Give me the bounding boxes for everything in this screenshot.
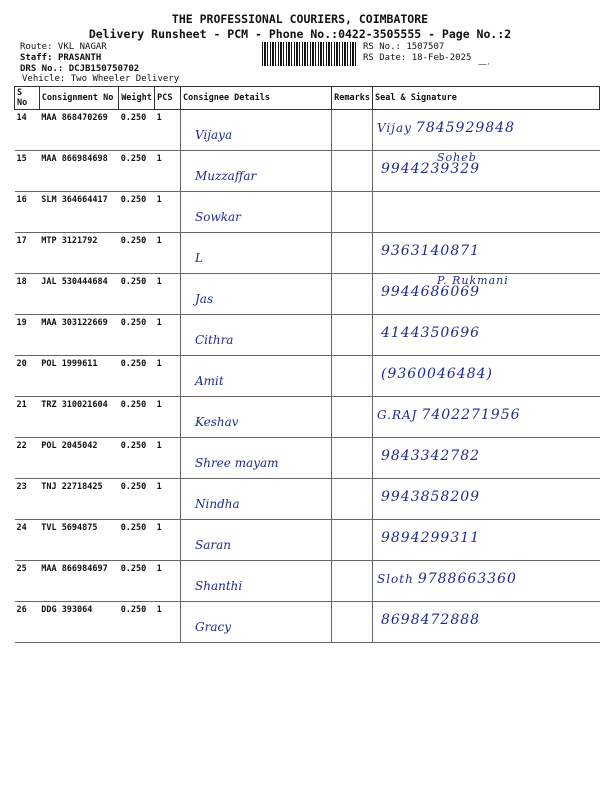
column-header: Consignment No <box>39 87 118 110</box>
signature-phone: 7402271956 <box>421 407 521 423</box>
staff-label: Staff: <box>20 53 53 63</box>
serial-number: 17 <box>15 233 40 274</box>
consignee-handwriting: Amit <box>195 374 224 388</box>
pieces: 1 <box>155 397 181 438</box>
consignment-number: TVL 5694875 <box>39 520 118 561</box>
pieces: 1 <box>155 110 181 151</box>
signature-handwriting <box>377 530 480 546</box>
consignee-cell <box>181 479 332 520</box>
pieces: 1 <box>155 315 181 356</box>
consignee-handwriting: Muzzaffar <box>195 169 257 183</box>
consignee-handwriting: Gracy <box>195 620 231 634</box>
signature-name-top: Soheb <box>436 151 477 164</box>
remarks-cell <box>332 479 373 520</box>
barcode <box>262 42 358 66</box>
consignment-number: MTP 3121792 <box>39 233 118 274</box>
remarks-cell <box>332 233 373 274</box>
signature-phone: 9943858209 <box>380 489 481 505</box>
remarks-cell <box>332 397 373 438</box>
consignment-number: MAA 866984698 <box>39 151 118 192</box>
consignee-handwriting: Shree mayam <box>195 456 279 470</box>
consignee-handwriting: Sowkar <box>195 210 241 224</box>
consignee-cell <box>181 233 332 274</box>
pieces: 1 <box>155 520 181 561</box>
consignee-handwriting: Vijaya <box>195 128 233 142</box>
signature-cell <box>372 602 599 643</box>
signature-cell <box>372 192 599 233</box>
weight: 0.250 <box>119 315 155 356</box>
pieces: 1 <box>155 192 181 233</box>
consignee-handwriting: Cithra <box>195 333 234 347</box>
weight: 0.250 <box>119 233 155 274</box>
serial-number: 14 <box>15 110 40 151</box>
delivery-table <box>14 86 600 643</box>
serial-number: 20 <box>15 356 40 397</box>
signature-cell <box>372 438 599 479</box>
remarks-cell <box>332 151 373 192</box>
remarks-cell <box>332 315 373 356</box>
table-row <box>15 479 600 520</box>
consignee-cell <box>181 315 332 356</box>
consignee-cell <box>181 438 332 479</box>
signature-handwriting <box>377 448 480 464</box>
table-row <box>15 438 600 479</box>
consignment-number: MAA 866984697 <box>39 561 118 602</box>
signature-name: G.RAJ <box>376 408 418 422</box>
signature-handwriting <box>377 151 481 177</box>
pieces: 1 <box>155 479 181 520</box>
serial-number: 15 <box>15 151 40 192</box>
signature-phone: 9944239329 <box>380 161 481 177</box>
remarks-cell <box>332 602 373 643</box>
consignee-handwriting: L <box>195 251 203 265</box>
consignment-number: TNJ 22718425 <box>39 479 118 520</box>
signature-handwriting <box>377 489 480 505</box>
weight: 0.250 <box>119 151 155 192</box>
signature-cell <box>372 520 599 561</box>
consignee-cell <box>181 397 332 438</box>
consignment-number: MAA 303122669 <box>39 315 118 356</box>
pieces: 1 <box>155 151 181 192</box>
signature-cell <box>372 233 599 274</box>
weight: 0.250 <box>119 602 155 643</box>
column-header: PCS <box>155 87 181 110</box>
signature-handwriting <box>377 407 521 423</box>
signature-phone: 9843342782 <box>380 448 481 464</box>
pieces: 1 <box>155 356 181 397</box>
signature-cell <box>372 479 599 520</box>
vehicle-info: Vehicle: Two Wheeler Delivery <box>22 74 180 84</box>
table-row <box>15 397 600 438</box>
remarks-cell <box>332 520 373 561</box>
weight: 0.250 <box>119 356 155 397</box>
signature-phone: 4144350696 <box>380 325 481 341</box>
consignment-number: TRZ 310021604 <box>39 397 118 438</box>
table-row <box>15 602 600 643</box>
pieces: 1 <box>155 274 181 315</box>
rs-date: RS Date: 18-Feb-2025 <box>363 53 472 63</box>
serial-number: 22 <box>15 438 40 479</box>
consignee-handwriting: Nindha <box>195 497 240 511</box>
column-header: Seal & Signature <box>372 87 599 110</box>
column-header: Consignee Details <box>181 87 332 110</box>
table-row <box>15 192 600 233</box>
consignment-number: SLM 364664417 <box>39 192 118 233</box>
serial-number: 19 <box>15 315 40 356</box>
signature-cell <box>372 110 599 151</box>
table-header <box>15 87 600 110</box>
signature-cell <box>372 274 599 315</box>
signature-cell <box>372 397 599 438</box>
signature-cell <box>372 151 599 192</box>
consignment-number: POL 1999611 <box>39 356 118 397</box>
signature-handwriting <box>377 202 381 218</box>
table-row <box>15 151 600 192</box>
table-row <box>15 561 600 602</box>
serial-number: 25 <box>15 561 40 602</box>
signature-handwriting <box>377 274 509 300</box>
signature-phone: (9360046484) <box>380 366 493 382</box>
signature-phone: 7845929848 <box>415 120 515 136</box>
consignee-handwriting: Shanthi <box>195 579 243 593</box>
signature-phone: 9894299311 <box>380 530 481 546</box>
consignee-cell <box>181 561 332 602</box>
weight: 0.250 <box>119 192 155 233</box>
serial-number: 24 <box>15 520 40 561</box>
signature-cell <box>372 561 599 602</box>
serial-number: 26 <box>15 602 40 643</box>
remarks-cell <box>332 561 373 602</box>
signature-cell <box>372 315 599 356</box>
weight: 0.250 <box>119 561 155 602</box>
signature-phone: 9788663360 <box>417 571 517 587</box>
staff-info <box>20 53 101 63</box>
column-header: Weight <box>119 87 155 110</box>
consignee-cell <box>181 520 332 561</box>
consignee-cell <box>181 192 332 233</box>
weight: 0.250 <box>119 397 155 438</box>
signature-phone: 9944686069 <box>380 284 481 300</box>
handwritten-mark: —· <box>478 60 490 70</box>
signature-name: Sloth <box>376 572 414 586</box>
consignment-number: DDG 393064 <box>39 602 118 643</box>
signature-handwriting <box>377 243 480 259</box>
consignee-handwriting: Keshav <box>195 415 239 429</box>
consignee-cell <box>181 274 332 315</box>
serial-number: 18 <box>15 274 40 315</box>
signature-phone: 8698472888 <box>380 612 481 628</box>
consignee-cell <box>181 356 332 397</box>
drs-info: DRS No.: DCJB150750702 <box>20 64 140 74</box>
runsheet-subtitle: Delivery Runsheet - PCM - Phone No.:0422-3505555 - Page No.:2 <box>88 27 512 41</box>
table-row <box>15 274 600 315</box>
pieces: 1 <box>155 233 181 274</box>
remarks-cell <box>332 110 373 151</box>
signature-name: Vijay <box>376 121 412 135</box>
consignment-number: JAL 530444684 <box>39 274 118 315</box>
remarks-cell <box>332 356 373 397</box>
serial-number: 23 <box>15 479 40 520</box>
consignee-cell <box>181 110 332 151</box>
consignee-handwriting: Jas <box>195 292 214 306</box>
consignee-cell <box>181 151 332 192</box>
route-info: Route: VKL NAGAR <box>20 42 107 52</box>
pieces: 1 <box>155 438 181 479</box>
signature-handwriting <box>377 325 480 341</box>
table-row <box>15 356 600 397</box>
consignment-number: POL 2045042 <box>39 438 118 479</box>
weight: 0.250 <box>119 274 155 315</box>
serial-number: 16 <box>15 192 40 233</box>
column-header: Remarks <box>332 87 373 110</box>
consignee-handwriting: Saran <box>195 538 231 552</box>
rs-number: RS No.: 1507507 <box>363 42 445 52</box>
pieces: 1 <box>155 602 181 643</box>
signature-name-top: P. Rukmani <box>436 274 509 287</box>
table-row <box>15 110 600 151</box>
consignee-cell <box>181 602 332 643</box>
weight: 0.250 <box>119 438 155 479</box>
signature-handwriting <box>377 612 480 628</box>
weight: 0.250 <box>119 479 155 520</box>
signature-handwriting <box>377 571 517 587</box>
signature-cell <box>372 356 599 397</box>
table-row <box>15 233 600 274</box>
staff-name: PRASANTH <box>57 53 102 63</box>
table-row <box>15 520 600 561</box>
signature-phone: 9363140871 <box>380 243 481 259</box>
signature-handwriting <box>377 120 515 136</box>
weight: 0.250 <box>119 520 155 561</box>
pieces: 1 <box>155 561 181 602</box>
signature-handwriting <box>377 366 493 382</box>
company-title: THE PROFESSIONAL COURIERS, COIMBATORE <box>171 12 429 26</box>
weight: 0.250 <box>119 110 155 151</box>
remarks-cell <box>332 274 373 315</box>
consignment-number: MAA 868470269 <box>39 110 118 151</box>
table-row <box>15 315 600 356</box>
column-header: S No <box>15 87 40 110</box>
serial-number: 21 <box>15 397 40 438</box>
remarks-cell <box>332 438 373 479</box>
remarks-cell <box>332 192 373 233</box>
